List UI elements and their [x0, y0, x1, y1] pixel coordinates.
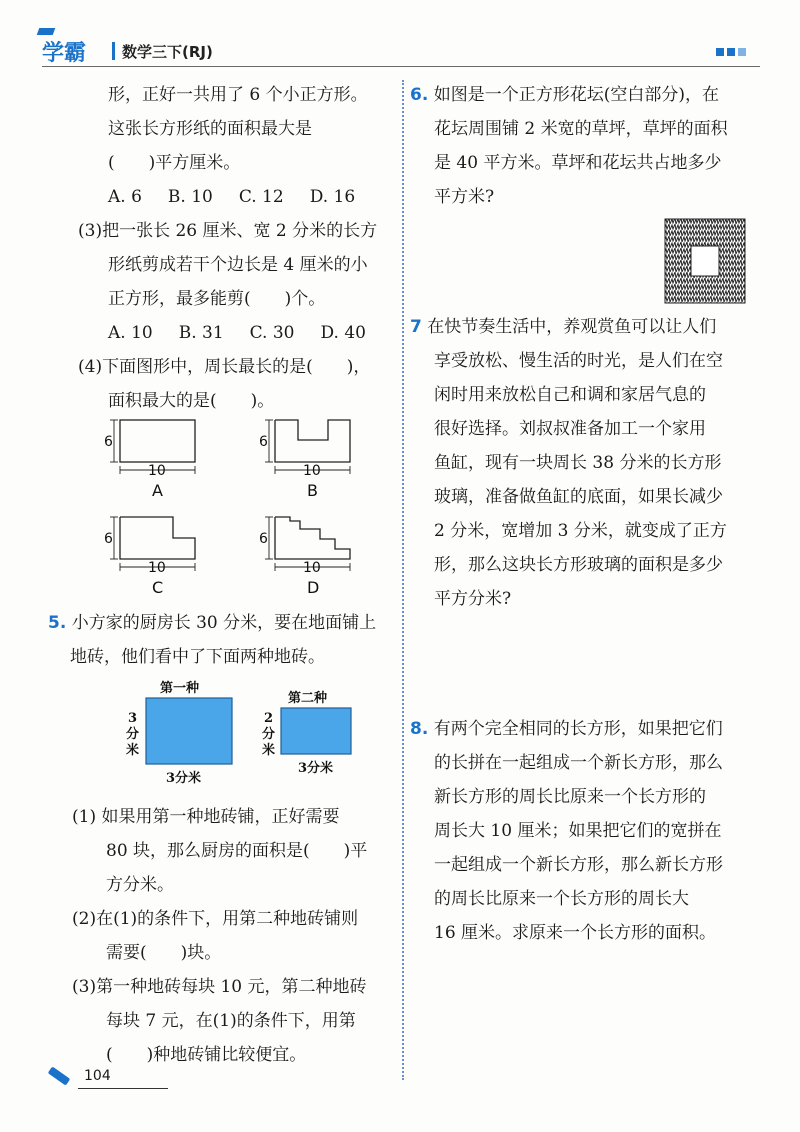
q5-line: 地砖，他们看中了下面两种地砖。 — [70, 647, 325, 667]
second-side-unit2: 米 — [262, 743, 276, 758]
page-header — [42, 30, 760, 70]
flowerbed — [691, 246, 719, 276]
q7-line: 享受放松、慢生活的时光，是人们在空 — [434, 351, 723, 371]
q5-part: (2)在(1)的条件下，用第二种地砖铺则 — [72, 909, 359, 929]
question-5 — [48, 606, 398, 674]
tile-first-title: 第一种 — [160, 681, 200, 696]
question-number: 7 — [410, 317, 422, 337]
text-line: 这张长方形纸的面积最大是 — [108, 119, 312, 139]
question-5-parts — [72, 800, 398, 1072]
shape-a — [120, 420, 195, 462]
width-label: 10 — [148, 560, 166, 576]
shape-c — [120, 517, 195, 559]
tiles-figure — [118, 676, 358, 786]
q6-line: 花坛周围铺 2 米宽的草坪，草坪的面积 — [434, 119, 728, 139]
option-c: C. 12 — [238, 187, 284, 207]
q8-line: 的长拼在一起组成一个新长方形，那么 — [434, 753, 723, 773]
header-rule — [42, 66, 760, 67]
first-side-value: 3 — [128, 711, 138, 726]
first-bottom-label: 3分米 — [166, 771, 202, 786]
q7-line: 闲时用来放松自己和调和家居气息的 — [434, 385, 706, 405]
footer-rule — [78, 1088, 168, 1089]
q4-line: (4)下面图形中，周长最长的是( )， — [78, 357, 371, 377]
q6-line: 是 40 平方米。草坪和花坛共占地多少 — [434, 153, 722, 173]
question-8 — [410, 712, 760, 950]
shape-b — [275, 420, 350, 462]
question-7 — [410, 310, 760, 616]
height-label: 6 — [259, 531, 268, 547]
q5-part: 每块 7 元，在(1)的条件下，用第 — [106, 1011, 356, 1031]
shape-label-c: C — [152, 578, 164, 597]
q5-part: (1) 如果用第一种地砖铺，正好需要 — [72, 807, 340, 827]
logo-text: 学霸 — [42, 41, 87, 66]
text-line: ( )平方厘米。 — [108, 153, 241, 173]
shape-label-b: B — [307, 481, 318, 500]
q5-part: (3)第一种地砖每块 10 元，第二种地砖 — [72, 977, 367, 997]
first-side-unit: 分 — [126, 727, 140, 742]
question-number: 5. — [48, 613, 67, 633]
q3-options — [78, 316, 398, 350]
q5-part: ( )种地砖铺比较便宜。 — [106, 1045, 307, 1065]
q3-line: 形纸剪成若干个边长是 4 厘米的小 — [108, 255, 368, 275]
q7-line: 在快节奏生活中，养观赏鱼可以让人们 — [427, 317, 717, 337]
question-6 — [410, 78, 760, 214]
q5-line: 小方家的厨房长 30 分米，要在地面铺上 — [71, 613, 377, 633]
option-b: B. 10 — [167, 187, 213, 207]
pencil-icon — [48, 1066, 71, 1085]
option-b: B. 31 — [178, 323, 224, 343]
shapes-figure — [100, 412, 370, 602]
q6-line: 平方米? — [434, 187, 495, 207]
second-side-value: 2 — [264, 711, 274, 726]
height-label: 6 — [259, 434, 268, 450]
left-column — [78, 78, 398, 418]
q5-part: 80 块，那么厨房的面积是( )平 — [106, 841, 368, 861]
option-d: D. 40 — [320, 323, 366, 343]
q4-line: 面积最大的是( )。 — [108, 391, 275, 411]
text-line: 形，正好一共用了 6 个小正方形。 — [108, 85, 368, 105]
brand-logo — [42, 36, 86, 67]
book-title: 数学三下(RJ) — [122, 43, 213, 61]
shape-d — [275, 517, 350, 559]
q3-line: (3)把一张长 26 厘米、宽 2 分米的长方 — [78, 221, 378, 241]
q5-part: 需要( )块。 — [106, 943, 222, 963]
q7-line: 形，那么这块长方形玻璃的面积是多少 — [434, 555, 723, 575]
q7-line: 很好选择。刘叔叔准备加工一个家用 — [434, 419, 706, 439]
option-d: D. 16 — [309, 187, 356, 207]
second-bottom-label: 3分米 — [298, 761, 334, 776]
q7-line: 玻璃，准备做鱼缸的底面，如果长减少 — [434, 487, 723, 507]
flowerbed-figure — [664, 218, 746, 304]
q5-part: 方分米。 — [106, 875, 174, 895]
option-a: A. 6 — [108, 187, 142, 207]
q2-options — [78, 180, 398, 214]
q7-line: 2 分米，宽增加 3 分米，就变成了正方 — [434, 521, 727, 541]
q8-line: 一起组成一个新长方形，那么新长方形 — [434, 855, 723, 875]
question-number: 6. — [410, 85, 429, 105]
tile-second-title: 第二种 — [288, 691, 328, 706]
first-side-unit2: 米 — [126, 743, 140, 758]
question-number: 8. — [410, 719, 429, 739]
grad-cap-icon — [37, 28, 56, 35]
header-separator — [112, 42, 115, 60]
q3-line: 正方形，最多能剪( )个。 — [108, 289, 326, 309]
q8-line: 的周长比原来一个长方形的周长大 — [434, 889, 689, 909]
q8-line: 16 厘米。求原来一个长方形的面积。 — [434, 923, 717, 943]
width-label: 10 — [303, 463, 321, 479]
height-label: 6 — [104, 434, 113, 450]
width-label: 10 — [303, 560, 321, 576]
q8-line: 周长大 10 厘米；如果把它们的宽拼在 — [434, 821, 722, 841]
shape-label-a: A — [152, 481, 163, 500]
height-label: 6 — [104, 531, 113, 547]
option-c: C. 30 — [249, 323, 295, 343]
q8-line: 新长方形的周长比原来一个长方形的 — [434, 787, 706, 807]
second-side-unit: 分 — [262, 727, 276, 742]
q7-line: 平方分米? — [434, 589, 512, 609]
column-divider — [402, 80, 404, 1080]
option-a: A. 10 — [108, 323, 153, 343]
q7-line: 鱼缸，现有一块周长 38 分米的长方形 — [434, 453, 722, 473]
tile-second — [281, 708, 351, 754]
shape-label-d: D — [307, 578, 320, 597]
tile-first — [146, 698, 232, 764]
q6-line: 如图是一个正方形花坛(空白部分)，在 — [433, 85, 719, 105]
header-squares — [716, 48, 746, 56]
page-number: 104 — [84, 1068, 111, 1084]
width-label: 10 — [148, 463, 166, 479]
q8-line: 有两个完全相同的长方形，如果把它们 — [433, 719, 723, 739]
